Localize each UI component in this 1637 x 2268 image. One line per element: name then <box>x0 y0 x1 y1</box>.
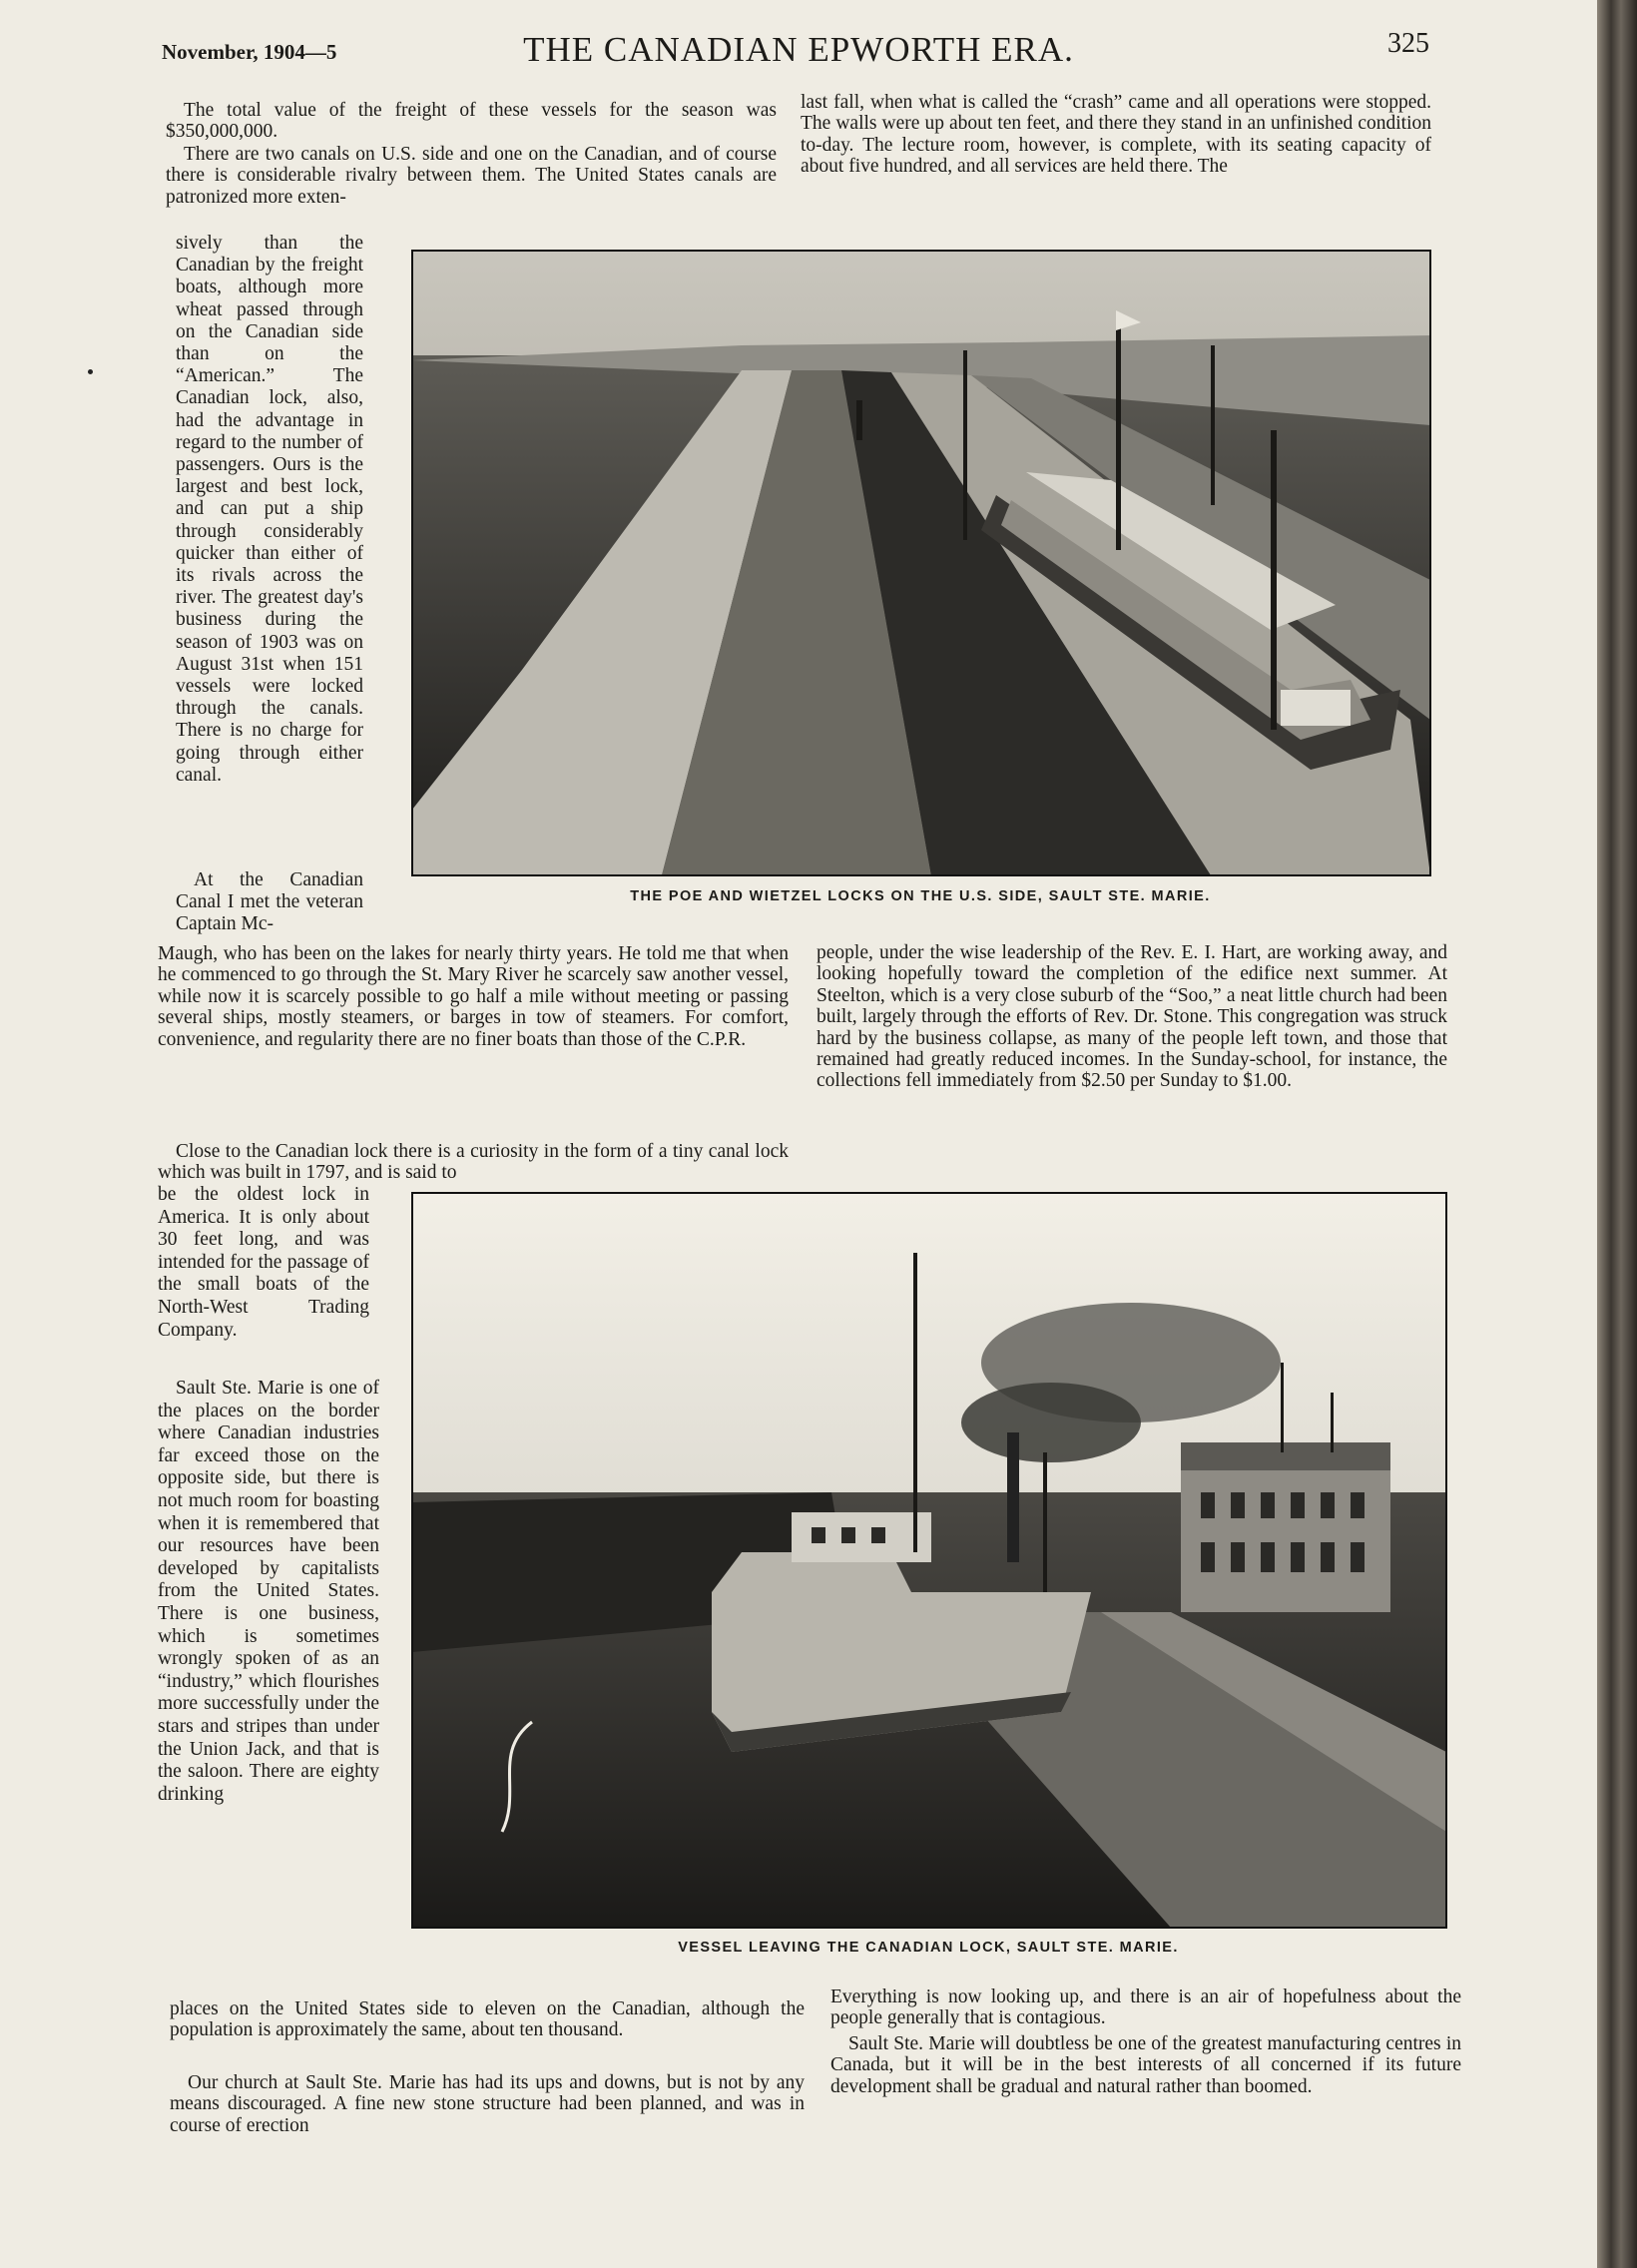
paragraph-canals-narrow: sively than the Canadian by the freight boats, although more wheat passed through on the Canadian side than on the “American.” The Canadian lock, also, had the advantage in regard to the number of passengers. Ours is the largest and best lock, and can put a ship through considerably quicker than either of its rivals across the river. The greatest day's business during the season of 1903 was on August 31st when 151 vessels were locked through the canals. There is no charge for going through either canal. <box>176 233 363 786</box>
page-header <box>160 28 1437 76</box>
margin-mark <box>88 369 93 374</box>
publication-title: THE CANADIAN EPWORTH ERA. <box>523 30 1074 69</box>
issue-date: November, 1904—5 <box>162 40 337 64</box>
paragraph-captain-narrow: At the Canadian Canal I met the veteran Captain Mc- <box>176 869 363 935</box>
photo-vessel-leaving-lock <box>411 1192 1447 1929</box>
paragraph-freight-value: The total value of the freight of these vessels for the season was $350,000,000. <box>166 100 777 143</box>
paragraph-old-lock-narrow: be the oldest lock in America. It is only about 30 feet long, and was intended for the passage of the small boats of the North-West Trading Company. <box>158 1184 369 1341</box>
page-number: 325 <box>1387 28 1429 59</box>
paragraph-captain-wide: Maugh, who has been on the lakes for nearly thirty years. He told me that when he commenced to go through the St. Mary River he scarcely saw another vessel, while now it is scarcely possible to go half a mile without meeting or passing several ships, mostly steamers, or barges in tow of steamers. For comfort, convenience, and regularity there are no finer boats than those of the C.P.R. <box>158 943 789 1050</box>
caption-bottom-photo: VESSEL LEAVING THE CANADIAN LOCK, SAULT STE. MARIE. <box>678 1940 1179 1956</box>
caption-top-photo: THE POE AND WIETZEL LOCKS ON THE U.S. SIDE, SAULT STE. MARIE. <box>630 888 1211 904</box>
paragraph-crash: last fall, when what is called the “crash” came and all operations were stopped. The walls were up about ten feet, and there they stand in an unfinished condition to-day. The lecture room, however, is complete, with its seating capacity of about five hundred, and all services are held there. The <box>801 92 1431 178</box>
paragraph-old-lock-wide: Close to the Canadian lock there is a curiosity in the form of a tiny canal lock which was built in 1797, and is said to <box>158 1141 789 1184</box>
paragraph-hopeful: Everything is now looking up, and there is an air of hopefulness about the people generally that is contagious. <box>830 1986 1461 2029</box>
photo-poe-wietzel-locks <box>411 250 1431 876</box>
paragraph-saloons-wide: places on the United States side to eleven on the Canadian, although the population is approximately the same, about ten thousand. <box>170 1998 805 2041</box>
paragraph-industries-narrow: Sault Ste. Marie is one of the places on the border where Canadian industries far exceed those on the opposite side, but there is not much room for boasting when it is remembered that our resources have been developed by capitalists from the United States. There is one business, which is sometimes wrongly spoken of as an “industry,” which flourishes more successfully under the stars and stripes than under the Union Jack, and that is the saloon. There are eighty drinking <box>158 1378 379 1805</box>
paragraph-future: Sault Ste. Marie will doubtless be one of the greatest manufacturing centres in Canada, but it will be in the best interests of all concerned if its future development shall be gradual and natural rather than boomed. <box>830 2033 1461 2097</box>
book-binding <box>1597 0 1637 2268</box>
vessel-lock-illustration <box>412 1193 1446 1928</box>
locks-aerial-illustration <box>412 251 1430 875</box>
paragraph-steelton: people, under the wise leadership of the Rev. E. I. Hart, are working away, and looking hopefully toward the completion of the edifice next summer. At Steelton, which is a very close suburb of the “Soo,” a neat little church had been built, largely through the efforts of Rev. Dr. Stone. This congregation was struck hard by the business collapse, as many of the people left town, and those that remained had greatly reduced incomes. In the Sunday-school, for instance, the collections fell immediately from $2.50 per Sunday to $1.00. <box>817 942 1447 1092</box>
paragraph-canals-top: There are two canals on U.S. side and one on the Canadian, and of course there is considerable rivalry between them. The United States canals are patronized more exten- <box>166 144 777 208</box>
paragraph-church: Our church at Sault Ste. Marie has had its ups and downs, but is not by any means discouraged. A fine new stone structure had been planned, and was in course of erection <box>170 2072 805 2136</box>
